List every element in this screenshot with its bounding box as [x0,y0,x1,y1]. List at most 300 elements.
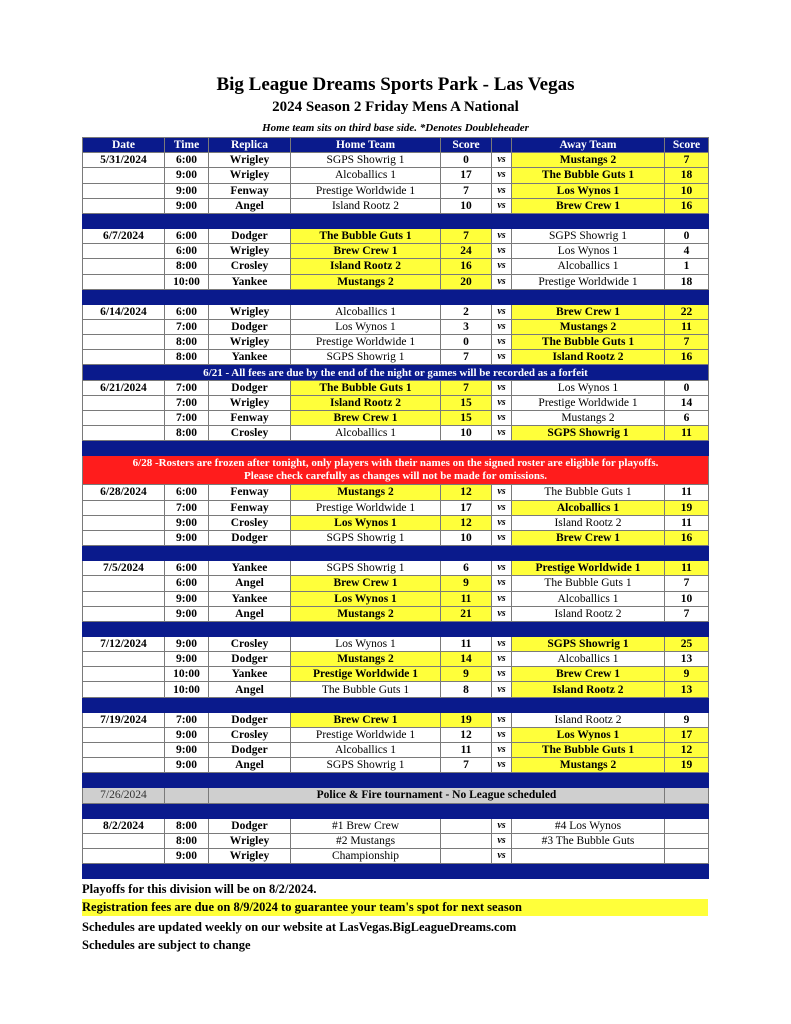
time-cell: 9:00 [165,183,209,198]
date-cell [83,515,165,530]
separator-row [83,697,709,712]
game-row [83,561,709,576]
away-score-cell: 10 [665,183,709,198]
home-team-cell: Alcoballics 1 [291,168,441,183]
col-home-team: Home Team [291,138,441,153]
away-team-cell: SGPS Showrig 1 [512,426,665,441]
away-score-cell [665,818,709,833]
game-row [83,743,709,758]
home-score-cell: 8 [441,682,492,697]
vs-cell: vs [492,335,512,350]
home-score-cell: 14 [441,652,492,667]
replica-cell: Crosley [209,727,291,742]
vs-cell: vs [492,652,512,667]
time-cell: 9:00 [165,758,209,773]
date-cell [83,727,165,742]
away-score-cell: 11 [665,561,709,576]
date-cell [83,183,165,198]
game-row [83,335,709,350]
vs-cell: vs [492,833,512,848]
col-time: Time [165,138,209,153]
away-team-cell [512,848,665,863]
time-cell: 9:00 [165,515,209,530]
replica-cell: Angel [209,758,291,773]
home-score-cell: 9 [441,667,492,682]
game-row [83,380,709,395]
replica-cell: Wrigley [209,335,291,350]
date-cell: 8/2/2024 [83,818,165,833]
home-score-cell: 12 [441,485,492,500]
separator-cell [83,621,709,636]
away-team-cell: Mustangs 2 [512,319,665,334]
date-cell [83,244,165,259]
home-team-cell: Prestige Worldwide 1 [291,667,441,682]
replica-cell: Yankee [209,274,291,289]
date-cell [83,411,165,426]
away-score-cell: 10 [665,591,709,606]
date-cell [83,274,165,289]
away-team-cell: Island Rootz 2 [512,606,665,621]
time-cell: 6:00 [165,304,209,319]
date-cell [83,426,165,441]
game-row [83,485,709,500]
time-cell: 8:00 [165,818,209,833]
vs-cell: vs [492,712,512,727]
home-score-cell: 6 [441,561,492,576]
time-cell: 6:00 [165,485,209,500]
replica-cell: Fenway [209,485,291,500]
away-score-cell: 6 [665,411,709,426]
home-score-cell: 7 [441,350,492,365]
away-team-cell: Prestige Worldwide 1 [512,274,665,289]
date-cell: 7/26/2024 [83,788,165,803]
time-cell: 8:00 [165,259,209,274]
time-cell: 9:00 [165,743,209,758]
away-score-cell: 18 [665,274,709,289]
game-row [83,244,709,259]
separator-row [83,773,709,788]
home-score-cell: 15 [441,411,492,426]
home-score-cell: 19 [441,712,492,727]
away-score-cell: 11 [665,426,709,441]
home-score-cell: 20 [441,274,492,289]
date-cell [83,395,165,410]
separator-row [83,213,709,228]
home-team-cell: Los Wynos 1 [291,515,441,530]
game-row [83,426,709,441]
away-team-cell: Los Wynos 1 [512,380,665,395]
vs-cell: vs [492,380,512,395]
home-score-cell: 7 [441,380,492,395]
home-team-cell: The Bubble Guts 1 [291,682,441,697]
roster-alert-line2: Please check carefully as changes will not be made for omissions. [244,470,547,483]
home-score-cell: 12 [441,727,492,742]
away-score-cell: 4 [665,244,709,259]
vs-cell: vs [492,606,512,621]
separator-cell [83,773,709,788]
col-replica: Replica [209,138,291,153]
home-team-cell: Alcoballics 1 [291,426,441,441]
home-team-cell: Mustangs 2 [291,274,441,289]
replica-cell: Dodger [209,530,291,545]
date-cell [83,591,165,606]
col-home-score: Score [441,138,492,153]
replica-cell: Wrigley [209,395,291,410]
roster-alert-line1: 6/28 -Rosters are frozen after tonight, only players with their names on the signed roster are eligible for playoffs. [132,457,659,470]
game-row [83,712,709,727]
separator-cell [83,441,709,456]
away-team-cell: Mustangs 2 [512,153,665,168]
game-row [83,758,709,773]
time-cell: 6:00 [165,576,209,591]
time-cell: 9:00 [165,591,209,606]
home-score-cell [441,818,492,833]
score-cell [665,788,709,803]
away-team-cell: Brew Crew 1 [512,304,665,319]
header-row [83,138,709,153]
time-cell: 8:00 [165,426,209,441]
vs-cell: vs [492,515,512,530]
separator-row [83,546,709,561]
replica-cell: Wrigley [209,244,291,259]
page-title: Big League Dreams Sports Park - Las Vegas [216,74,575,95]
replica-cell: Yankee [209,591,291,606]
home-score-cell [441,833,492,848]
col-vs [492,138,512,153]
home-team-cell: Brew Crew 1 [291,244,441,259]
away-score-cell: 11 [665,319,709,334]
time-cell [165,788,209,803]
no-games-row [83,788,709,803]
replica-cell: Angel [209,682,291,697]
time-cell: 9:00 [165,198,209,213]
replica-cell: Dodger [209,380,291,395]
away-team-cell: Mustangs 2 [512,758,665,773]
time-cell: 9:00 [165,652,209,667]
away-score-cell: 19 [665,500,709,515]
game-row [83,395,709,410]
vs-cell: vs [492,848,512,863]
separator-cell [83,803,709,818]
away-team-cell: Brew Crew 1 [512,667,665,682]
home-team-cell: Island Rootz 2 [291,395,441,410]
replica-cell: Wrigley [209,304,291,319]
date-cell [83,758,165,773]
away-team-cell: Brew Crew 1 [512,530,665,545]
home-team-cell: Alcoballics 1 [291,304,441,319]
page-subtitle: 2024 Season 2 Friday Mens A National [272,99,519,115]
game-row [83,848,709,863]
time-cell: 6:00 [165,244,209,259]
home-team-cell: Championship [291,848,441,863]
home-score-cell: 0 [441,335,492,350]
vs-cell: vs [492,667,512,682]
home-team-cell: SGPS Showrig 1 [291,758,441,773]
away-team-cell: Brew Crew 1 [512,198,665,213]
game-row [83,606,709,621]
game-row [83,304,709,319]
replica-cell: Dodger [209,818,291,833]
away-team-cell: The Bubble Guts 1 [512,335,665,350]
replica-cell: Crosley [209,636,291,651]
home-score-cell: 16 [441,259,492,274]
time-cell: 9:00 [165,636,209,651]
away-team-cell: Alcoballics 1 [512,259,665,274]
home-team-cell: Brew Crew 1 [291,576,441,591]
time-cell: 7:00 [165,411,209,426]
away-team-cell: #3 The Bubble Guts [512,833,665,848]
home-team-cell: SGPS Showrig 1 [291,561,441,576]
time-cell: 9:00 [165,168,209,183]
away-score-cell: 16 [665,530,709,545]
time-cell: 8:00 [165,350,209,365]
separator-cell [83,289,709,304]
away-team-cell: Island Rootz 2 [512,682,665,697]
date-cell [83,259,165,274]
home-team-cell: Mustangs 2 [291,652,441,667]
time-cell: 7:00 [165,395,209,410]
home-team-cell: Los Wynos 1 [291,591,441,606]
home-team-cell: Island Rootz 2 [291,198,441,213]
footer-playoffs: Playoffs for this division will be on 8/2/2024. [82,882,317,896]
date-cell [83,743,165,758]
home-score-cell: 10 [441,530,492,545]
vs-cell: vs [492,244,512,259]
game-row [83,682,709,697]
time-cell: 6:00 [165,228,209,243]
home-score-cell: 9 [441,576,492,591]
away-score-cell: 17 [665,727,709,742]
away-score-cell: 22 [665,304,709,319]
away-team-cell: Prestige Worldwide 1 [512,561,665,576]
home-score-cell: 11 [441,743,492,758]
date-cell [83,530,165,545]
home-score-cell: 11 [441,636,492,651]
vs-cell: vs [492,500,512,515]
vs-cell: vs [492,426,512,441]
time-cell: 10:00 [165,667,209,682]
home-team-cell: Los Wynos 1 [291,636,441,651]
vs-cell: vs [492,411,512,426]
home-team-cell: Los Wynos 1 [291,319,441,334]
time-cell: 6:00 [165,561,209,576]
time-cell: 9:00 [165,727,209,742]
home-team-cell: Prestige Worldwide 1 [291,500,441,515]
time-cell: 7:00 [165,380,209,395]
replica-cell: Yankee [209,667,291,682]
vs-cell: vs [492,228,512,243]
home-score-cell: 0 [441,153,492,168]
vs-cell: vs [492,682,512,697]
vs-cell: vs [492,530,512,545]
date-cell: 6/7/2024 [83,228,165,243]
separator-cell [83,697,709,712]
vs-cell: vs [492,818,512,833]
separator-row [83,621,709,636]
home-team-cell: Prestige Worldwide 1 [291,335,441,350]
away-score-cell: 16 [665,198,709,213]
home-team-cell: Island Rootz 2 [291,259,441,274]
home-score-cell: 7 [441,183,492,198]
home-team-cell: Brew Crew 1 [291,411,441,426]
game-row [83,591,709,606]
game-row [83,727,709,742]
replica-cell: Dodger [209,319,291,334]
vs-cell: vs [492,743,512,758]
notice-row [83,365,709,380]
date-cell: 6/21/2024 [83,380,165,395]
away-score-cell: 7 [665,576,709,591]
away-team-cell: The Bubble Guts 1 [512,743,665,758]
game-row [83,530,709,545]
game-row [83,515,709,530]
date-cell [83,576,165,591]
vs-cell: vs [492,636,512,651]
time-cell: 9:00 [165,848,209,863]
away-score-cell: 14 [665,395,709,410]
vs-cell: vs [492,576,512,591]
roster-alert [83,456,709,485]
away-score-cell: 0 [665,228,709,243]
replica-cell: Wrigley [209,833,291,848]
date-cell [83,319,165,334]
away-team-cell: Island Rootz 2 [512,712,665,727]
home-team-cell: SGPS Showrig 1 [291,350,441,365]
home-team-cell: Mustangs 2 [291,606,441,621]
date-cell: 6/14/2024 [83,304,165,319]
home-score-cell: 12 [441,515,492,530]
separator-cell [83,864,709,879]
game-row [83,259,709,274]
replica-cell: Crosley [209,259,291,274]
home-score-cell: 3 [441,319,492,334]
separator-row [83,289,709,304]
away-team-cell: Los Wynos 1 [512,244,665,259]
schedule-body [83,153,709,879]
away-score-cell: 7 [665,153,709,168]
separator-row [83,803,709,818]
away-score-cell: 1 [665,259,709,274]
date-cell [83,848,165,863]
vs-cell: vs [492,274,512,289]
away-score-cell: 7 [665,335,709,350]
time-cell: 7:00 [165,319,209,334]
replica-cell: Fenway [209,183,291,198]
replica-cell: Dodger [209,228,291,243]
game-row [83,576,709,591]
home-team-cell: The Bubble Guts 1 [291,380,441,395]
replica-cell: Dodger [209,652,291,667]
separator-row [83,864,709,879]
vs-cell: vs [492,758,512,773]
vs-cell: vs [492,485,512,500]
footer-website: Schedules are updated weekly on our website at LasVegas.BigLeagueDreams.com [82,920,517,934]
away-team-cell: Alcoballics 1 [512,591,665,606]
col-date: Date [83,138,165,153]
time-cell: 7:00 [165,712,209,727]
away-team-cell: Prestige Worldwide 1 [512,395,665,410]
away-score-cell: 0 [665,380,709,395]
home-team-cell: #1 Brew Crew [291,818,441,833]
away-team-cell: SGPS Showrig 1 [512,636,665,651]
game-row [83,183,709,198]
home-team-cell: Alcoballics 1 [291,743,441,758]
date-cell [83,682,165,697]
footer-disclaimer: Schedules are subject to change [82,938,251,952]
vs-cell: vs [492,168,512,183]
replica-cell: Wrigley [209,168,291,183]
time-cell: 10:00 [165,274,209,289]
date-cell [83,335,165,350]
time-cell: 8:00 [165,335,209,350]
home-score-cell: 7 [441,758,492,773]
notice-text: 6/21 - All fees are due by the end of the night or games will be recorded as a forfeit [83,365,709,380]
time-cell: 9:00 [165,606,209,621]
away-team-cell: The Bubble Guts 1 [512,576,665,591]
away-team-cell: Alcoballics 1 [512,500,665,515]
home-score-cell: 24 [441,244,492,259]
replica-cell: Dodger [209,712,291,727]
away-team-cell: Alcoballics 1 [512,652,665,667]
replica-cell: Angel [209,198,291,213]
away-score-cell: 19 [665,758,709,773]
home-score-cell: 21 [441,606,492,621]
home-score-cell: 2 [441,304,492,319]
away-team-cell: Island Rootz 2 [512,350,665,365]
time-cell: 9:00 [165,530,209,545]
separator-cell [83,546,709,561]
away-score-cell: 9 [665,667,709,682]
home-team-cell: Prestige Worldwide 1 [291,183,441,198]
date-cell: 7/5/2024 [83,561,165,576]
date-cell [83,198,165,213]
replica-cell: Yankee [209,350,291,365]
away-score-cell: 18 [665,168,709,183]
time-cell: 10:00 [165,682,209,697]
replica-cell: Fenway [209,411,291,426]
away-score-cell: 12 [665,743,709,758]
date-cell: 6/28/2024 [83,485,165,500]
vs-cell: vs [492,304,512,319]
home-score-cell: 17 [441,500,492,515]
replica-cell: Crosley [209,515,291,530]
date-cell: 5/31/2024 [83,153,165,168]
replica-cell: Wrigley [209,848,291,863]
date-cell [83,350,165,365]
replica-cell: Angel [209,576,291,591]
away-team-cell: The Bubble Guts 1 [512,168,665,183]
replica-cell: Fenway [209,500,291,515]
vs-cell: vs [492,727,512,742]
away-team-cell: Mustangs 2 [512,411,665,426]
away-score-cell: 11 [665,515,709,530]
away-score-cell: 25 [665,636,709,651]
time-cell: 7:00 [165,500,209,515]
away-score-cell: 7 [665,606,709,621]
away-score-cell: 16 [665,350,709,365]
game-row [83,667,709,682]
home-score-cell: 17 [441,168,492,183]
vs-cell: vs [492,395,512,410]
vs-cell: vs [492,198,512,213]
vs-cell: vs [492,350,512,365]
game-row [83,636,709,651]
home-score-cell: 10 [441,198,492,213]
home-team-cell: The Bubble Guts 1 [291,228,441,243]
replica-cell: Angel [209,606,291,621]
away-team-cell: SGPS Showrig 1 [512,228,665,243]
home-score-cell [441,848,492,863]
